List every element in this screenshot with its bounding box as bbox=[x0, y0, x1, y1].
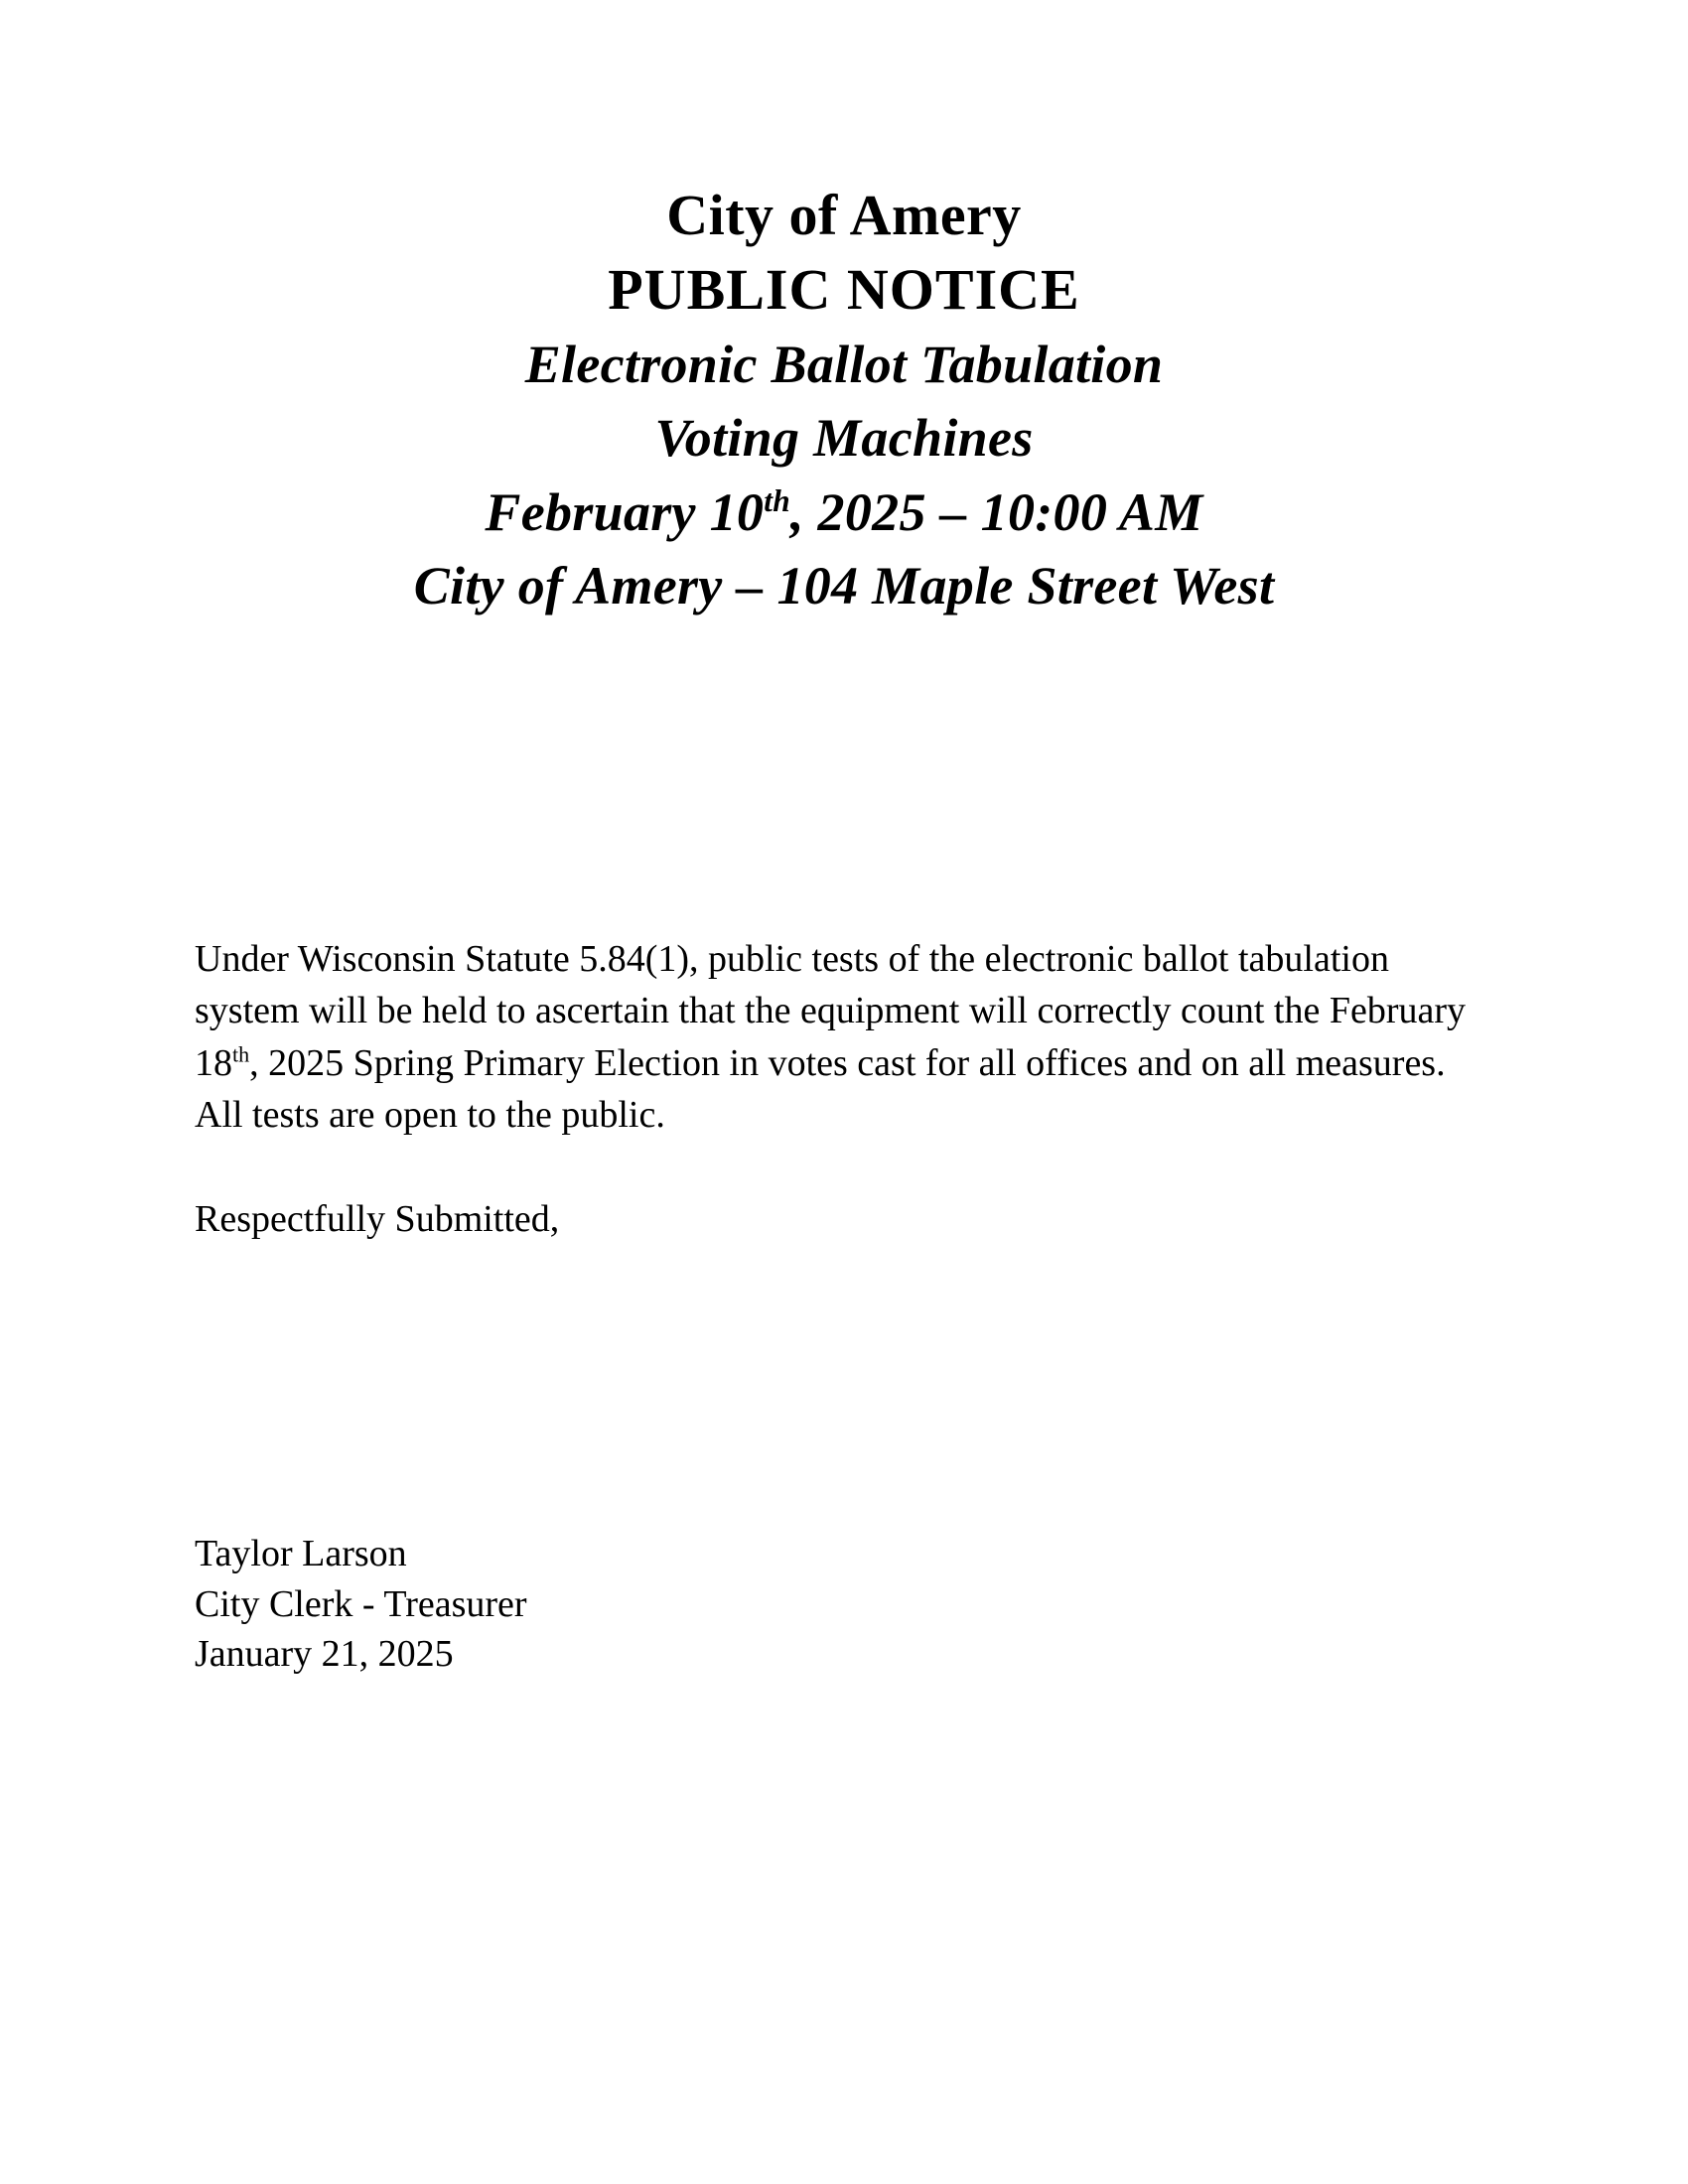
body-paragraph-ordinal: th bbox=[232, 1041, 250, 1067]
subject-line-2: Voting Machines bbox=[654, 408, 1034, 469]
subject-line-1: Electronic Ballot Tabulation bbox=[524, 334, 1164, 394]
event-date-ordinal: th bbox=[764, 482, 790, 518]
notice-header bbox=[0, 179, 1688, 623]
event-datetime bbox=[0, 476, 1688, 550]
event-location: City of Amery – 104 Maple Street West bbox=[413, 556, 1275, 616]
closing-line: Respectfully Submitted, bbox=[195, 1197, 560, 1240]
signer-title: City Clerk - Treasurer bbox=[195, 1582, 527, 1625]
body-paragraph-part-1: Under Wisconsin Statute 5.84(1), public tests of the electronic ballot tabulation system will be held to ascertain that the equipment will correctly count the February 18 bbox=[195, 938, 1467, 1084]
notice-body bbox=[195, 933, 1476, 1245]
event-date-suffix: , 2025 – 10:00 AM bbox=[789, 481, 1203, 542]
organization-title: City of Amery bbox=[666, 183, 1022, 247]
event-date-prefix: February 10 bbox=[485, 481, 765, 542]
signer-name: Taylor Larson bbox=[195, 1533, 407, 1574]
body-paragraph bbox=[195, 933, 1476, 1142]
signed-date: January 21, 2025 bbox=[195, 1633, 454, 1676]
body-paragraph-part-2: , 2025 Spring Primary Election in votes cast for all offices and on all measures. All tests are open to the public. bbox=[195, 1041, 1446, 1137]
paragraph-spacer bbox=[195, 1142, 1476, 1193]
notice-title: PUBLIC NOTICE bbox=[608, 257, 1080, 323]
signature-block bbox=[195, 1529, 1188, 1680]
